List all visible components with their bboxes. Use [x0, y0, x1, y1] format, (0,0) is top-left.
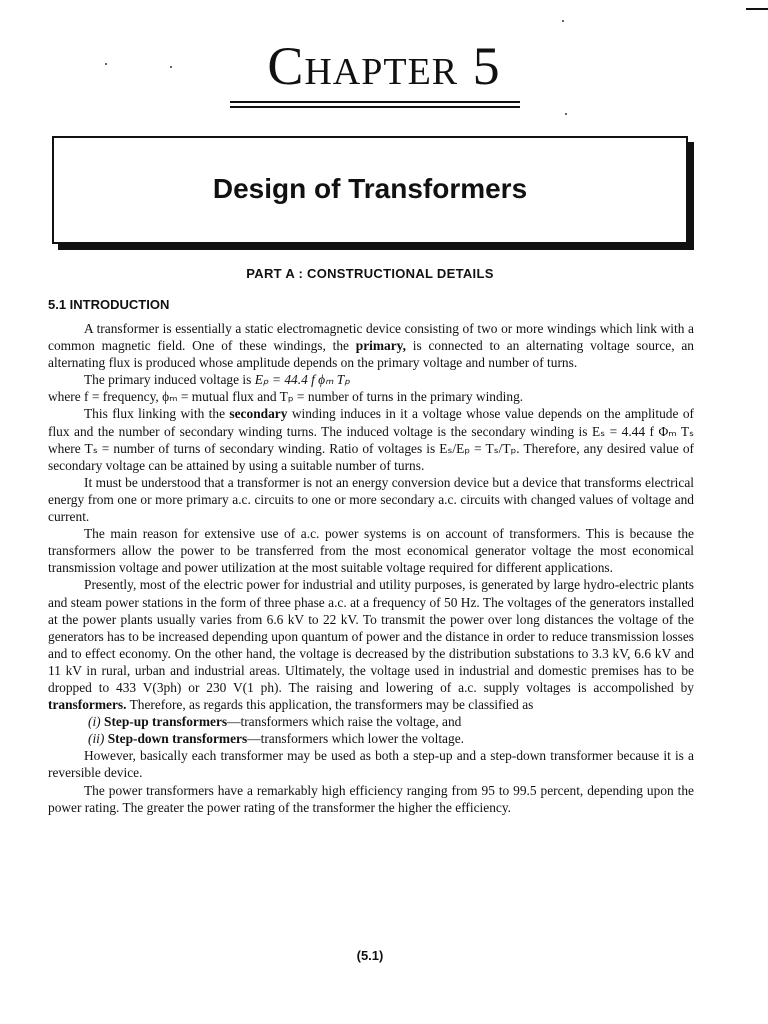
- term-primary: primary,: [355, 338, 406, 354]
- title-rule-top: [230, 101, 520, 103]
- page-number: (5.1): [356, 948, 384, 963]
- formula-primary-voltage: Eₚ = 44.4 f ϕₘ Tₚ: [254, 372, 350, 388]
- paragraph: where f = frequency, ϕₘ = mutual flux and Tₚ = number of turns in the primary winding.: [48, 389, 524, 405]
- term-secondary: secondary: [229, 406, 288, 422]
- paragraph: The primary induced voltage is Eₚ = 44.4 f ϕₘ Tₚ: [84, 372, 350, 388]
- paragraph: Presently, most of the electric power for industrial and utility purposes, is generated by large hydro-electric plants and steam power stations in the form of three phase a.c. at a frequency of 50 Hz. The voltages of the generators installed at the power plants usually varies from 6.6 kV to 22 kV. To transmit the power over long distances the voltage of the generators has to be increased depending upon quantum of power and the distance in order to reduce transmission losses and to effect economy. On the other hand, the voltage is decreased by the distribution substations to 3.3 kV, 6.6 kV and 11 kV in rural, urban and industrial areas. Ultimately, the voltage used in industrial and domestic premises has to be dropped to 433 V(3ph) or 230 V(1 ph). The raising and lowering of a.c. supply voltages is accompolished by transformers. Therefore, as regards this application, the transformers may be classified as: [48, 577, 694, 713]
- body-text: [48, 320, 694, 816]
- term-transformers: transformers.: [48, 697, 127, 713]
- scan-speck: [562, 20, 564, 22]
- paragraph: However, basically each transformer may be used as both a step-up and a step-down transformer because it is a reversible device.: [48, 748, 694, 781]
- list-item: (i) Step-up transformers—transformers which raise the voltage, and: [88, 714, 462, 730]
- section-heading: 5.1 INTRODUCTION: [48, 297, 170, 312]
- chapter-word: Chapter: [267, 36, 459, 96]
- paragraph: The power transformers have a remarkably high efficiency ranging from 95 to 99.5 percent, depending upon the power rating. The greater the power rating of the transformer the higher the efficiency.: [48, 782, 694, 815]
- part-heading: PART A : CONSTRUCTIONAL DETAILS: [246, 266, 494, 281]
- list-item: (ii) Step-down transformers—transformers which lower the voltage.: [88, 731, 464, 747]
- title-rule-bottom: [230, 106, 520, 108]
- paragraph: This flux linking with the secondary winding induces in it a voltage whose value depends on the amplitude of flux and the number of secondary winding turns. The induced voltage is the secondary winding is Eₛ = 4.44 f Φₘ Tₛ where Tₛ = number of turns of secondary winding. Ratio of voltages is Eₛ/Eₚ = Tₛ/Tₚ. Therefore, any desired value of secondary voltage can be attained by using a suitable number of turns.: [48, 406, 694, 473]
- chapter-title-box: [52, 136, 688, 244]
- scan-edge-mark: [746, 8, 768, 10]
- chapter-subject-title: Design of Transformers: [212, 173, 528, 204]
- chapter-number: 5: [472, 36, 501, 96]
- paragraph: It must be understood that a transformer is not an energy conversion device but a device that transforms electrical energy from one or more primary a.c. circuits to one or more secondary a.c. circuits with changed values of voltage and current.: [48, 474, 694, 525]
- scan-speck: [565, 113, 567, 115]
- paragraph: The main reason for extensive use of a.c. power systems is on account of transformers. This is because the transformers allow the power to be transferred from the most economical generator voltage the most economical transmission voltage and power utilization at the most suitable voltage required for different applications.: [48, 526, 694, 576]
- paragraph: A transformer is essentially a static electromagnetic device consisting of two or more windings which link with a common magnetic field. One of these windings, the primary, is connected to an alternating voltage source, an alternating flux is produced whose amplitude depends on the primary voltage and number of turns.: [48, 321, 694, 371]
- chapter-title: [0, 36, 768, 96]
